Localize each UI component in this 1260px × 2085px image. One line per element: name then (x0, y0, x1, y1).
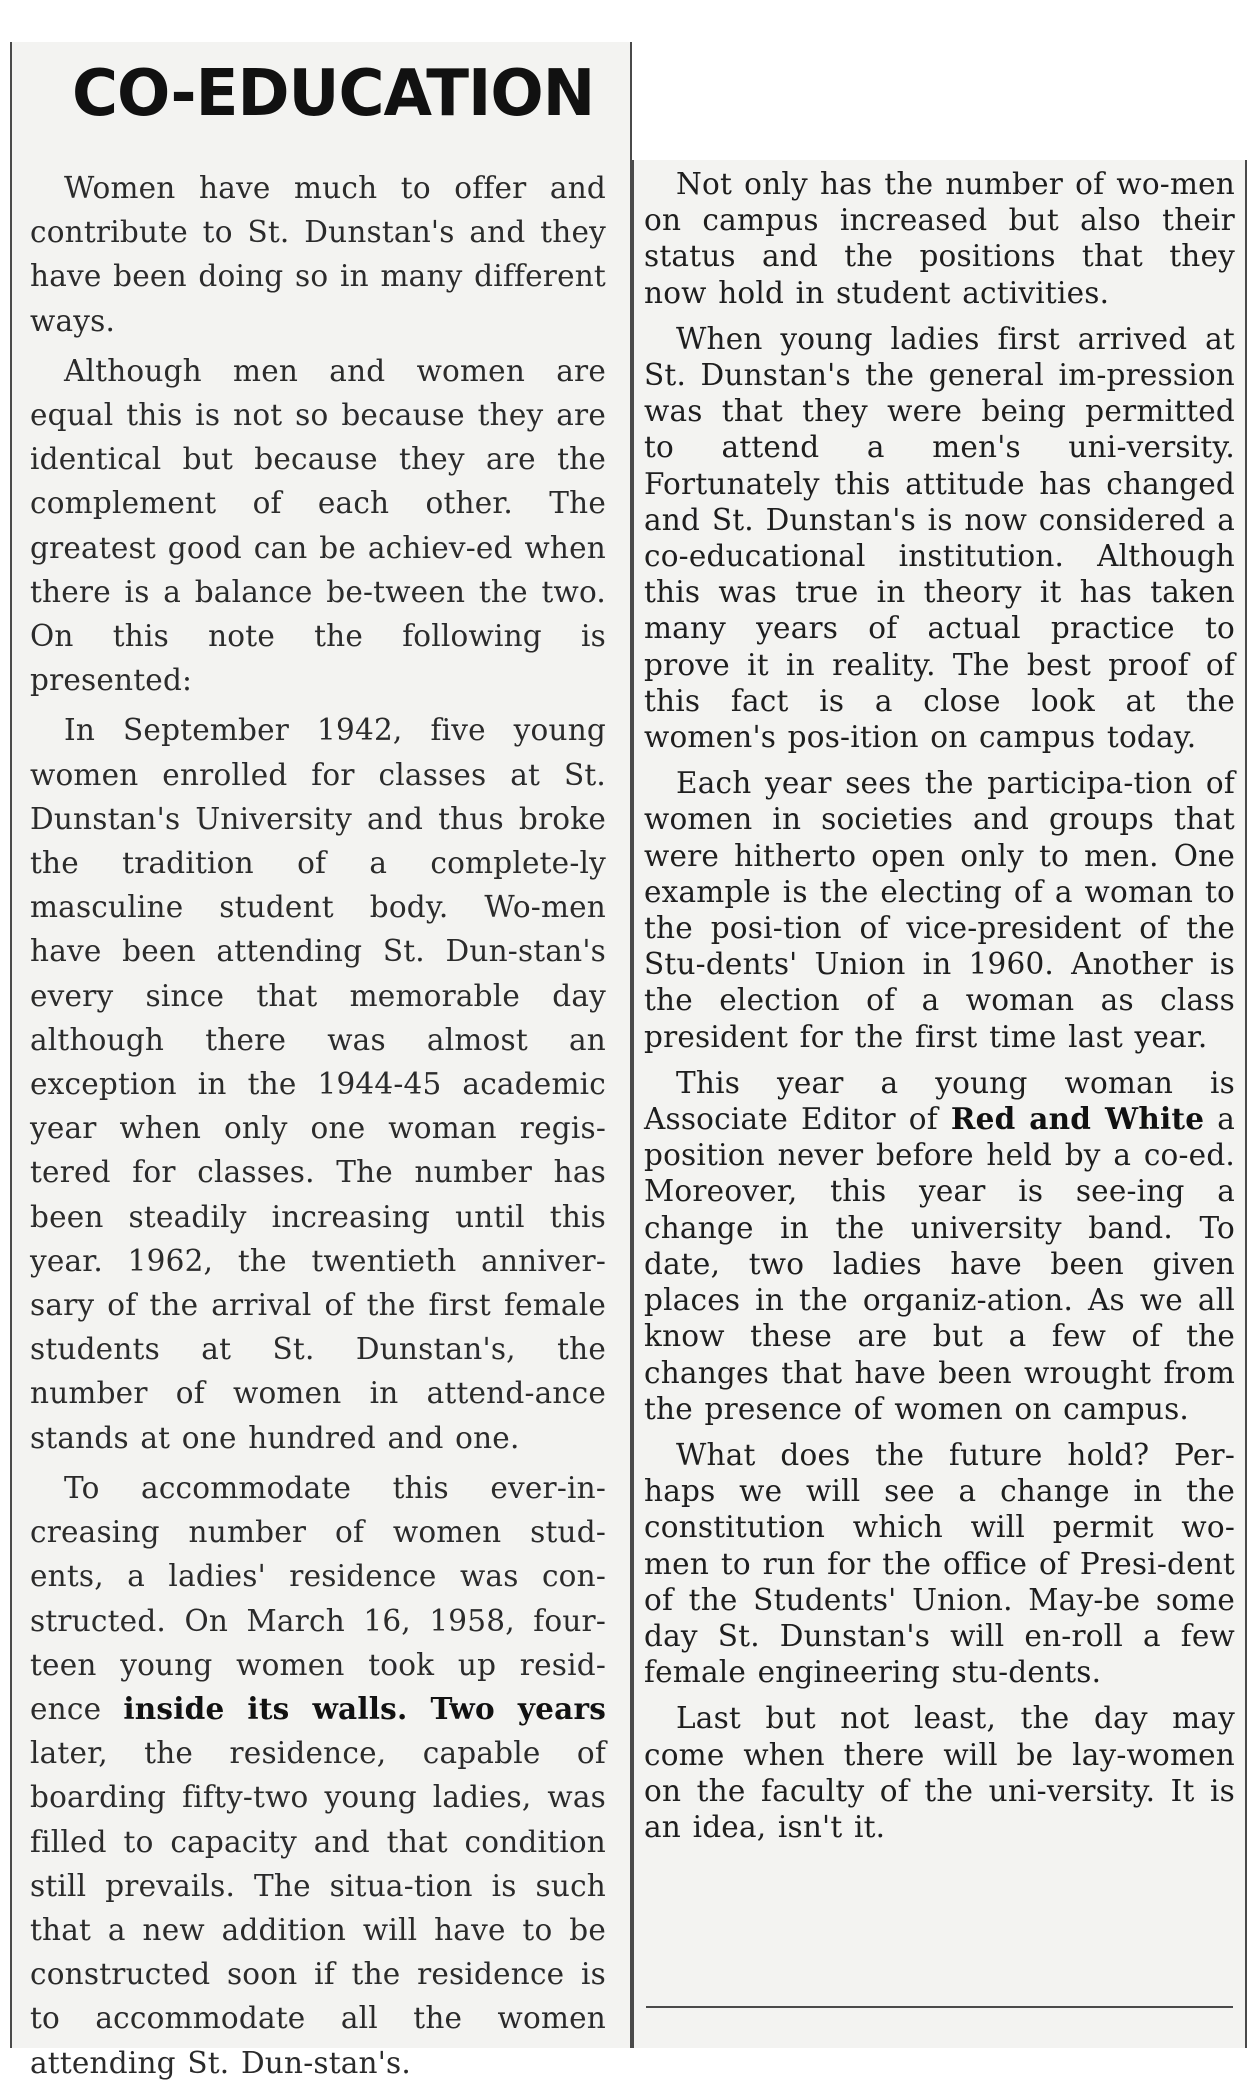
left-column-text (30, 166, 606, 2085)
paragraph-text: a position never before held by a co-ed. Moreover, this year is see-ing a change in the university band. To date, two ladies have been given places in the organiz-ation. As we all know these are but a few of the changes that have been wrought from the presence of women on campus. (644, 1102, 1235, 1426)
paragraph (30, 1466, 606, 2085)
paragraph: When young ladies first arrived at St. Dunstan's the general im-pression was that they were being permitted to attend a men's uni-versity. Fortunately this attitude has changed and St. Dunstan's is now considered a co-educational institution. Although this was true in theory it has taken many years of actual practice to prove it in reality. The best proof of this fact is a close look at the women's pos-ition on campus today. (644, 321, 1235, 755)
paragraph: Last but not least, the day may come when there will be lay-women on the faculty of the uni-versity. It is an idea, isn't it. (644, 1701, 1235, 1844)
paragraph: Not only has the number of wo-men on campus increased but also their status and the positions that they now hold in student activities. (644, 167, 1235, 310)
paragraph-text: This year a young woman is Associate Editor of (644, 1065, 1235, 1137)
paragraph (644, 1065, 1235, 1427)
publication-name: Red and White (950, 1101, 1205, 1137)
column-end-rule (646, 2006, 1233, 2008)
paragraph-text: To accommodate this ever-in-creasing number of women stud-ents, a ladies' residence was con-structed. On March 16, 1958, four-teen young women took up resid-ence (30, 1470, 606, 1726)
paragraph: Each year sees the participa-tion of women in societies and groups that were hitherto open only to men. One example is the electing of a woman to the posi-tion of vice-president of the Stu-dents' Union in 1960. Another is the election of a woman as class president for the first time last year. (644, 766, 1235, 1054)
paragraph: Although men and women are equal this is not so because they are identical but because they are the complement of each other. The greatest good can be achiev-ed when there is a balance be-tween the two. On this note the following is presented: (30, 353, 606, 698)
paragraph-text: later, the residence, capable of boarding fifty-two young ladies, was filled to capacity and that condition still prevails. The situa-tion is such that a new addition will have to be constructed soon if the residence is to accommodate all the women attending St. Dun-stan's. (30, 1736, 606, 2080)
right-column (632, 160, 1247, 2048)
paragraph: In September 1942, five young women enrolled for classes at St. Dunstan's University and thus broke the tradition of a complete-ly masculine student body. Wo-men have been attending St. Dun-stan's every since that memorable day although there was almost an exception in the 1944-45 academic year when only one woman regis-tered for classes. The number has been steadily increasing until this year. 1962, the twentieth anniver-sary of the arrival of the first female students at St. Dunstan's, the number of women in attend-ance stands at one hundred and one. (30, 713, 606, 1455)
headline: CO-EDUCATION (72, 57, 595, 131)
paragraph: What does the future hold? Per-haps we will see a change in the constitution which will permit wo-men to run for the office of Presi-dent of the Students' Union. May-be some day St. Dunstan's will en-roll a few female engineering stu-dents. (644, 1437, 1235, 1690)
right-column-text (644, 166, 1235, 1845)
bold-text: inside its walls. Two years (123, 1690, 607, 1726)
left-column (10, 42, 632, 2080)
paragraph: Women have much to offer and contribute to St. Dunstan's and they have been doing so in many different ways. (30, 171, 606, 338)
